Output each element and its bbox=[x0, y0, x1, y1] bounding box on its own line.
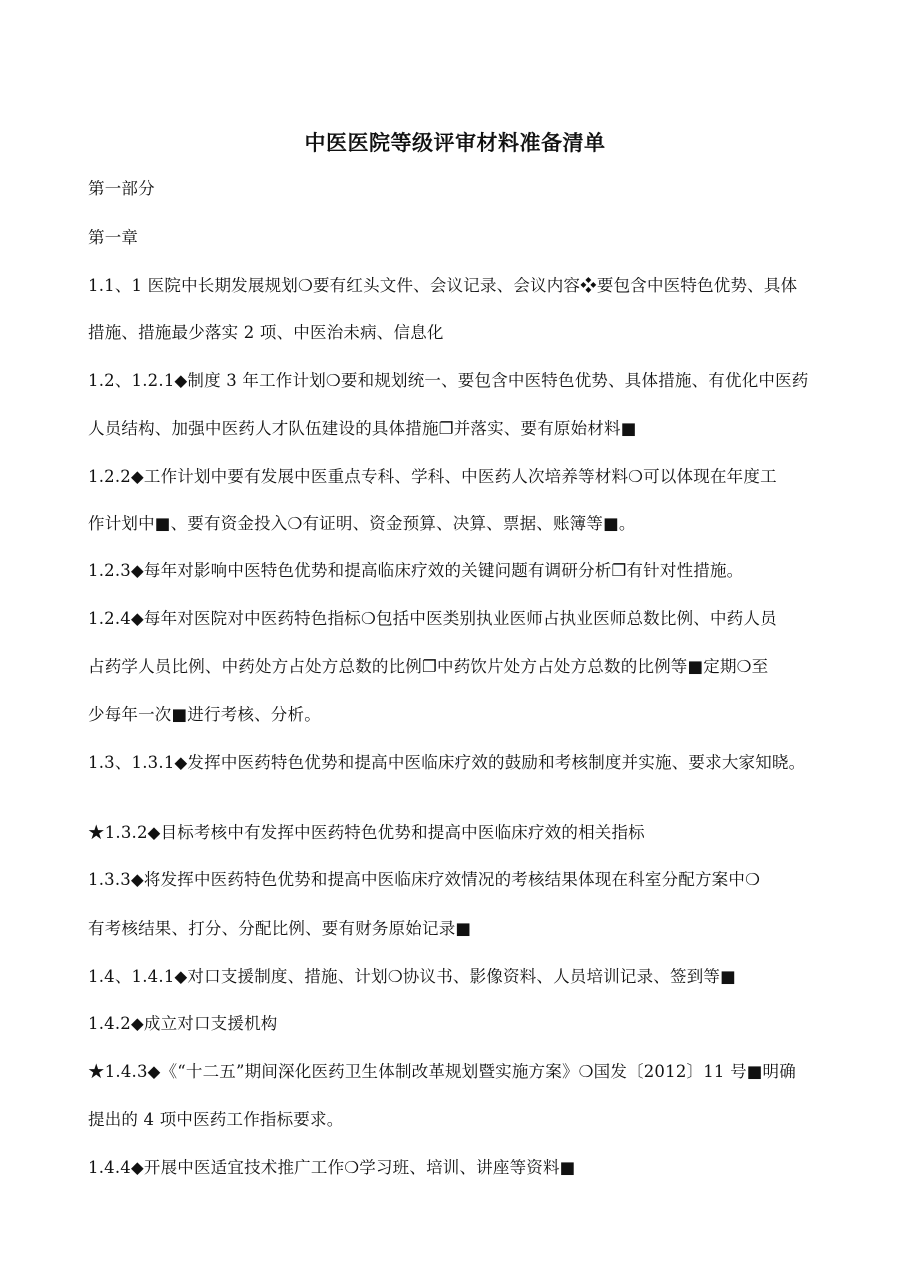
text-line: 少每年一次■进行考核、分析。 bbox=[88, 705, 321, 724]
text-line: 1.3.3◆将发挥中医药特色优势和提高中医临床疗效情况的考核结果体现在科室分配方案中❍ bbox=[88, 870, 761, 889]
text-line: 1.2.2◆工作计划中要有发展中医重点专科、学科、中医药人次培养等材料❍可以体现在年度工 bbox=[88, 467, 777, 486]
text-line: 1.3、1.3.1◆发挥中医药特色优势和提高中医临床疗效的鼓励和考核制度并实施、要求大家知晓。 bbox=[88, 753, 806, 772]
document-title: 中医医院等级评审材料准备清单 bbox=[304, 131, 606, 155]
text-line: 1.2.3◆每年对影响中医特色优势和提高临床疗效的关键问题有调研分析❐有针对性措施。 bbox=[88, 561, 744, 580]
text-line: 1.2、1.2.1◆制度 3 年工作计划❍要和规划统一、要包含中医特色优势、具体措施、有优化中医药 bbox=[88, 371, 809, 390]
text-line: 1.2.4◆每年对医院对中医药特色指标❍包括中医类别执业医师占执业医师总数比例、中药人员 bbox=[88, 609, 777, 628]
text-line: 有考核结果、打分、分配比例、要有财务原始记录■ bbox=[88, 919, 472, 938]
text-line: 措施、措施最少落实 2 项、中医治未病、信息化 bbox=[88, 323, 444, 342]
text-line: 提出的 4 项中医药工作指标要求。 bbox=[88, 1110, 344, 1129]
text-line: 1.4.2◆成立对口支援机构 bbox=[88, 1014, 278, 1033]
part-heading: 第一部分 bbox=[88, 179, 155, 198]
text-line: ★1.4.3◆《“十二五”期间深化医药卫生体制改革规划暨实施方案》❍国发〔2012〕11 号■明确 bbox=[88, 1062, 796, 1081]
text-line: 1.1、1 医院中长期发展规划❍要有红头文件、会议记录、会议内容❖要包含中医特色优势、具体 bbox=[88, 276, 798, 295]
text-line: ★1.3.2◆目标考核中有发挥中医药特色优势和提高中医临床疗效的相关指标 bbox=[88, 823, 645, 842]
text-line: 人员结构、加强中医药人才队伍建设的具体措施❐并落实、要有原始材料■ bbox=[88, 419, 637, 438]
text-line: 作计划中■、要有资金投入❍有证明、资金预算、决算、票据、账簿等■。 bbox=[88, 514, 636, 533]
text-line: 占药学人员比例、中药处方占处方总数的比例❐中药饮片处方占处方总数的比例等■定期❍至 bbox=[88, 657, 769, 676]
text-line: 1.4.4◆开展中医适宜技术推广工作❍学习班、培训、讲座等资料■ bbox=[88, 1158, 576, 1177]
chapter-heading: 第一章 bbox=[88, 228, 139, 247]
text-line: 1.4、1.4.1◆对口支援制度、措施、计划❍协议书、影像资料、人员培训记录、签到等■ bbox=[88, 967, 736, 986]
